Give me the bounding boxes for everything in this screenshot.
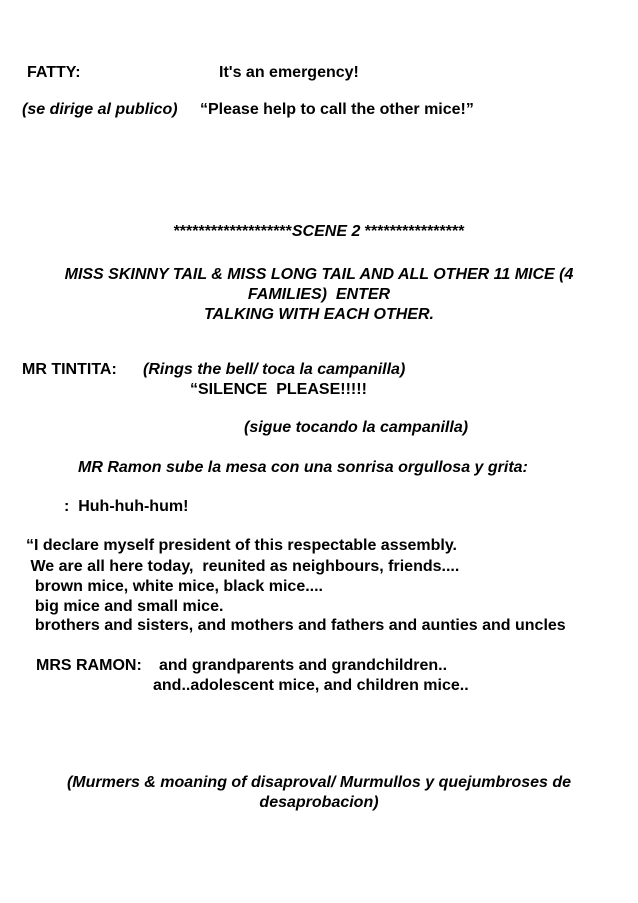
entrance-direction-line-2: FAMILIES) ENTER [247, 286, 391, 303]
scene-heading [0, 222, 638, 242]
dialogue-fatty-help: “Please help to call the other mice!” [200, 101, 474, 118]
stage-direction-ramon: MR Ramon sube la mesa con una sonrisa orgullosa y grita: [78, 459, 528, 476]
stage-direction-publico: (se dirige al publico) [22, 101, 178, 118]
speech-line-5: brothers and sisters, and mothers and fathers and aunties and uncles [26, 617, 566, 634]
speaker-fatty: FATTY: [27, 64, 81, 81]
speech-line-4: big mice and small mice. [26, 598, 224, 615]
scene-stars-left: ******************* [173, 223, 292, 240]
dialogue-hum: : Huh-huh-hum! [64, 498, 189, 515]
stage-direction-bell: (Rings the bell/ toca la campanilla) [143, 361, 406, 378]
speech-line-1: “I declare myself president of this respectable assembly. [26, 537, 457, 554]
entrance-direction-line-1: MISS SKINNY TAIL & MISS LONG TAIL AND ALL OTHER 11 MICE (4 [64, 266, 574, 283]
entrance-direction-line-3: TALKING WITH EACH OTHER. [204, 306, 434, 323]
scene-stars-right: **************** [364, 223, 465, 240]
speaker-tintita: MR TINTITA: [22, 361, 117, 378]
murmurs-direction-line-1: (Murmers & moaning of disaproval/ Murmullos y quejumbroses de [66, 774, 572, 791]
dialogue-mrs-ramon-2: and..adolescent mice, and children mice.. [153, 677, 469, 694]
speech-line-2: We are all here today, reunited as neighbours, friends.... [26, 558, 460, 575]
dialogue-fatty: It's an emergency! [219, 64, 359, 81]
scene-title: SCENE 2 [291, 223, 361, 240]
dialogue-silence: “SILENCE PLEASE!!!!! [190, 381, 367, 398]
murmurs-direction-line-2: desaprobacion) [259, 794, 379, 811]
dialogue-mrs-ramon-1: and grandparents and grandchildren.. [159, 657, 448, 674]
stage-direction-keeps-ringing: (sigue tocando la campanilla) [244, 419, 469, 436]
speech-line-3: brown mice, white mice, black mice.... [26, 578, 323, 595]
speaker-mrs-ramon: MRS RAMON: [36, 657, 142, 674]
